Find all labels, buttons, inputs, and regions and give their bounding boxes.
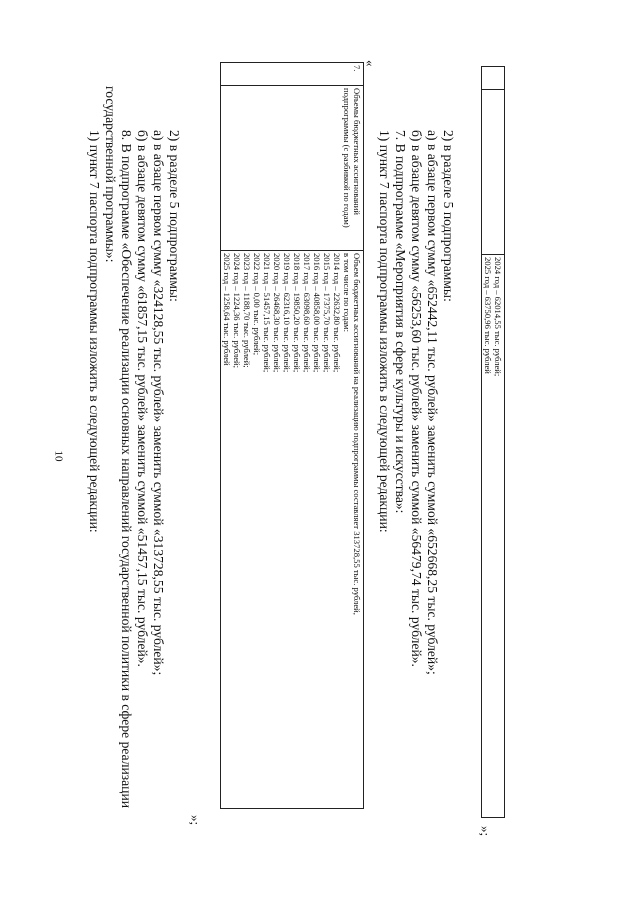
paragraph: 8. В подпрограмме «Обеспечение реализации основных направлений государственной политики в сфере реализации [119,130,134,809]
budget-table-continuation [481,66,505,818]
row-number: 7. [221,63,364,86]
table-line: 2017 год – 63098,60 тыс. рублей; [302,253,312,373]
paragraph: 1) пункт 7 паспорта подпрограммы изложить в следующей редакции: [377,130,392,533]
table-line: 2018 год – 19850,20 тыс. рублей; [292,253,302,373]
table-line: 2022 год – 0,00 тыс. рублей; [252,253,262,356]
paragraph: 2) в разделе 5 подпрограммы: [167,130,182,302]
paragraph: 1) пункт 7 паспорта подпрограммы изложить в следующей редакции: [87,130,102,533]
paragraph: 7. В подпрограмме «Мероприятия в сфере культуры и искусства»: [393,130,408,514]
table-cell [482,90,505,255]
table-line: 2024 год – 1224,36 тыс. рублей; [232,253,242,368]
table-line: в том числе по годам: [342,253,352,332]
passport-table [220,62,364,809]
row-label: Объемы бюджетных ассигнований подпрограммы (с разбивкой по годам) [221,86,364,251]
opening-quote: « [363,60,378,67]
table-line: 2025 год – 63750,96 тыс. рублей [483,257,493,374]
paragraph: а) в абзаце первом сумму «324128,55 тыс. рублей» заменить суммой «313728,55 тыс. рублей»; [151,130,166,676]
paragraph: государственной программы»: [103,86,118,263]
table-line: 2020 год – 26468,30 тыс. рублей; [272,253,282,373]
table-line: 2014 год – 22632,80 тыс. рублей; [332,253,342,373]
table-cell [482,67,505,90]
closing-quote: »; [188,815,203,826]
paragraph: 2) в разделе 5 подпрограммы: [441,130,456,302]
table-line: 2016 год – 40858,00 тыс. рублей; [312,253,322,373]
table-line: 2015 год – 17375,70 тыс. рублей; [322,253,332,373]
row-values [221,251,364,809]
table-line: 2023 год – 1188,70 тыс. рублей; [242,253,252,368]
table-line: 2024 год – 62014,55 тыс. рублей; [493,257,503,377]
closing-quote: »; [478,826,493,837]
paragraph: а) в абзаце первом сумму «652442,11 тыс. рублей» заменить суммой «652668,25 тыс. рублей»; [425,130,440,675]
table-line: Объем бюджетных ассигнований на реализацию подпрограммы составляет 313728,55 тыс. рублей, [352,253,362,615]
table-line: 2021 год – 51457,15 тыс. рублей; [262,253,272,373]
table-cell-values [482,255,505,818]
table-line: 2019 год – 62316,10 тыс. рублей; [282,253,292,373]
table-line: 2025 год – 1258,64 тыс. рублей [222,253,232,366]
paragraph: б) в абзаце девятом сумму «61857,15 тыс. рублей» заменить суммой «51457,15 тыс. рублей». [135,130,150,667]
page-number: 10 [52,450,65,462]
paragraph: б) в абзаце девятом сумму «56253,60 тыс. рублей» заменить суммой «56479,74 тыс. рублей». [409,130,424,667]
